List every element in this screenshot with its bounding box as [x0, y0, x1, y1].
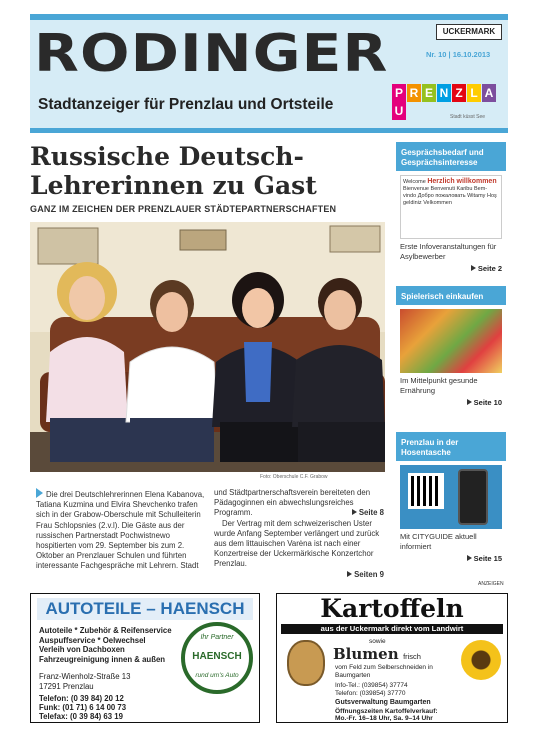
ad-contact-line: Funk: (01 71) 6 14 00 73	[39, 703, 127, 712]
ad-contact-line: Telefon: (0 39 84) 20 12	[39, 694, 124, 703]
ad-gut: Gutsverwaltung Baumgarten	[335, 699, 431, 706]
arrow-right-icon	[347, 571, 352, 577]
ad-service-line: Verleih von Dachboxen	[39, 645, 125, 654]
article-col1-text: Die drei Deutschlehrerinnen Elena Kabanova, Tatiana Kuzmina und Elvira Shevchenko trafen sich in der Grabow-Oberschule mit Schulleiterin Frau Schlopsnies (2.v.l). Die Gäste aus der russischen Partnerstadt Pochwistnewo hospitierten vom 29. September bis zum 2. Oktober an Prenzlauer Schulen und führten interessante Fachgespräche mit Lehrern. Stadt	[36, 490, 205, 571]
ad-stamp-top: Ihr Partner	[200, 634, 234, 641]
ad-service-list	[39, 626, 172, 664]
article-column-2	[214, 488, 384, 580]
ad-service-line: Autoteile * Zubehör & Reifenservice	[39, 626, 172, 635]
welcome-words-image	[400, 175, 502, 239]
issue-number: Nr. 10 | 16.10.2013	[426, 50, 491, 59]
uckermark-logo	[436, 24, 502, 40]
welcome-word: Herzlich willkommen	[427, 178, 497, 185]
ad-stamp	[181, 622, 253, 694]
ad-stamp-bottom: rund um's Auto	[195, 672, 239, 679]
prenzlau-letter: A	[482, 84, 496, 102]
masthead-bar	[30, 128, 508, 133]
welcome-word: Bienvenue	[403, 186, 431, 192]
prenzlau-letter: R	[407, 84, 421, 102]
masthead	[30, 14, 508, 128]
photo-credit: Foto: Oberschule C.F. Grabow	[260, 474, 328, 480]
sidebar-teaser-einkaufen[interactable]	[396, 286, 506, 416]
ad-sowie: sowie	[369, 638, 386, 645]
cityguide-image	[400, 465, 502, 529]
ad-address	[39, 672, 130, 691]
prenzlau-letter: L	[467, 84, 481, 102]
welcome-word: Добро пожаловать	[417, 193, 468, 199]
ad-address-line: Franz-Wienholz-Straße 13	[39, 672, 131, 681]
ad-autoteile[interactable]	[30, 593, 260, 723]
ad-phone-line: Telefon: (039854) 37770	[335, 690, 406, 697]
ad-stamp-name: HAENSCH	[192, 651, 242, 662]
sidebar-head: Spielerisch einkaufen	[396, 289, 506, 305]
arrow-right-icon	[467, 555, 472, 561]
paper-title: RODINGER	[34, 24, 389, 84]
sidebar-head: Prenzlau in der Hosentasche	[396, 435, 506, 461]
arrow-right-icon	[467, 399, 472, 405]
sidebar-teaser-cityguide[interactable]	[396, 432, 506, 563]
group-photo-illustration	[30, 222, 385, 472]
ad-service-line: Fahrzeugreinigung innen & außen	[39, 654, 166, 664]
prenzlau-logo	[392, 84, 504, 124]
uckermark-logo-text: UCKERMARK	[442, 27, 496, 36]
prenzlau-letter: Z	[452, 84, 466, 102]
prenzlau-letter: E	[422, 84, 436, 102]
qr-code-icon	[408, 473, 444, 509]
ad-hours: Mo.-Fr. 16–18 Uhr, Sa. 9–14 Uhr	[335, 715, 433, 722]
smartphone-icon	[458, 469, 488, 525]
ad-title: Kartoffeln	[320, 594, 464, 623]
ad-subtitle: aus der Uckermark direkt vom Landwirt	[281, 624, 503, 634]
prenzlau-letter: N	[437, 84, 451, 102]
prenzlau-slogan: Stadt küsst See	[450, 114, 486, 120]
ads-label: ANZEIGEN	[478, 581, 504, 587]
potato-mascot-icon	[287, 640, 325, 686]
sidebar-text: Mit CITYGUIDE aktuell informiert	[400, 532, 477, 551]
ad-blumen-sub: vom Feld zum Selberschneiden in Baumgarten	[335, 664, 433, 679]
welcome-word: Welcome	[403, 179, 428, 185]
welcome-word: Velkommen	[423, 200, 452, 206]
article-photo	[30, 222, 385, 472]
sidebar-head: Gesprächsbedarf und Gesprächsinteresse	[396, 145, 506, 171]
prenzlau-letter: P	[392, 84, 406, 102]
ad-phone-line: Info-Tel.: (039854) 37774	[335, 682, 408, 689]
sidebar-teaser-asyl[interactable]	[396, 142, 506, 272]
ad-phone-info	[335, 682, 408, 698]
welcome-word: Karibu	[456, 186, 474, 192]
page-ref-link[interactable]: Seite 8	[352, 508, 384, 518]
sidebar-page-ref[interactable]: Seite 10	[396, 396, 506, 407]
ad-contact-line: Telefax: (0 39 84) 63 19	[39, 712, 123, 721]
article-subhead: GANZ IM ZEICHEN DER PRENZLAUER STÄDTEPARTNERSCHAFTEN	[30, 204, 337, 214]
ad-service-line: Auspuffservice * Oelwechsel	[39, 635, 146, 645]
ad-title: AUTOTEILE – HAENSCH	[37, 598, 253, 620]
bullet-triangle-icon	[36, 488, 43, 498]
market-image	[400, 309, 502, 373]
ad-hours-head: Öffnungszeiten Kartoffelverkauf:	[335, 708, 438, 715]
sunflower-icon	[461, 640, 501, 680]
sidebar-text: Im Mittelpunkt gesunde Ernährung	[400, 376, 478, 395]
sidebar-page-ref[interactable]: Seite 15	[396, 552, 506, 563]
ad-address-line: 17291 Prenzlau	[39, 681, 94, 691]
ad-blumen: Blumen frisch	[333, 645, 421, 663]
welcome-word: Hoş geldiniz	[403, 193, 497, 206]
welcome-word: Bem-vindo	[403, 186, 488, 199]
welcome-word: Witamy	[467, 193, 487, 199]
welcome-word: Benvenuti	[430, 186, 457, 192]
prenzlau-letters	[392, 84, 504, 120]
article-column-1	[36, 488, 206, 572]
ad-contacts	[39, 694, 126, 721]
ad-kartoffeln[interactable]	[276, 593, 508, 723]
prenzlau-letter: U	[392, 102, 406, 120]
article-col2a-text: und Städtpartnerschaftsverein bereiteten den Pädagoginnen ein abwechslungsreiches Programm.	[214, 488, 371, 518]
arrow-right-icon	[471, 265, 476, 271]
paper-subtitle: Stadtanzeiger für Prenzlau und Ortsteile	[38, 96, 334, 113]
article-col2b-text: Der Vertrag mit dem schweizerischen Uster wurde Anfang September verlängert und zurück aus dem littauischen Varėna ist nach einer Konzertreise der Uckermärkische Konzertchor Prenzlau.	[214, 518, 380, 569]
arrow-right-icon	[352, 509, 357, 515]
article-headline: Russische Deutsch-Lehrerinnen zu Gast	[30, 142, 317, 200]
sidebar-page-ref[interactable]: Seite 2	[396, 262, 506, 273]
page-ref-link[interactable]: Seiten 9	[214, 570, 384, 580]
welcome-words	[401, 176, 501, 209]
sidebar-text: Erste Infoveranstaltungen für Asylbewerber	[400, 242, 497, 261]
